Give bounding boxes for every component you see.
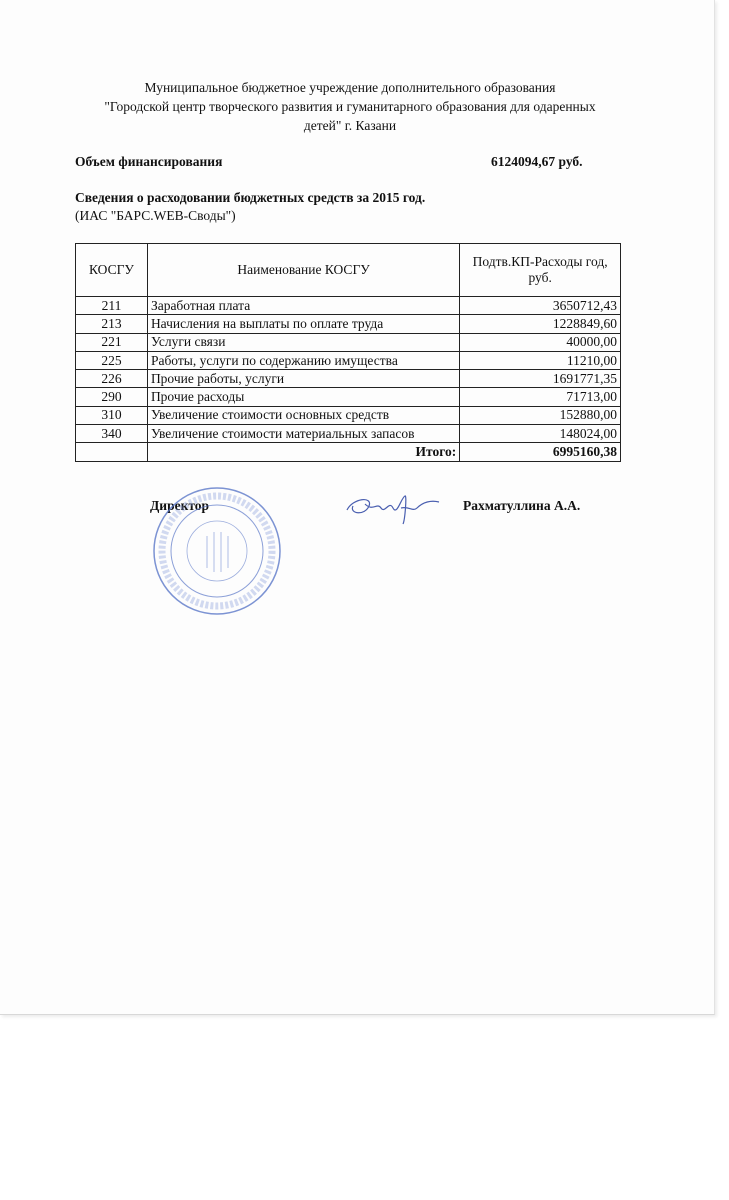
kosgu-name: Услуги связи — [147, 333, 459, 351]
header-line-3: детей" г. Казани — [303, 118, 397, 133]
kosgu-name: Начисления на выплаты по оплате труда — [147, 315, 459, 333]
table-row — [76, 406, 621, 424]
amount: 3650712,43 — [460, 297, 621, 315]
kosgu-code: 211 — [76, 297, 148, 315]
amount: 152880,00 — [460, 406, 621, 424]
kosgu-name: Работы, услуги по содержанию имущества — [147, 351, 459, 369]
amount: 1691771,35 — [460, 370, 621, 388]
signature-role: Директор — [150, 498, 210, 513]
header-amount: Подтв.КП-Расходы год, руб. — [460, 244, 621, 297]
table-row — [76, 315, 621, 333]
table-row — [76, 297, 621, 315]
kosgu-code: 213 — [76, 315, 148, 333]
kosgu-code: 290 — [76, 388, 148, 406]
table-row — [76, 351, 621, 369]
kosgu-code: 225 — [76, 351, 148, 369]
section-source: (ИАС "БАРС.WEB-Своды") — [75, 208, 236, 223]
header-kosgu: КОСГУ — [76, 244, 148, 297]
total-row — [76, 443, 621, 461]
funding-label: Объем финансирования — [75, 154, 223, 169]
kosgu-name: Прочие работы, услуги — [147, 370, 459, 388]
official-stamp — [152, 486, 282, 616]
kosgu-name: Увеличение стоимости материальных запасов — [147, 425, 459, 443]
table-row — [76, 388, 621, 406]
amount: 11210,00 — [460, 351, 621, 369]
section-title: Сведения о расходовании бюджетных средств за 2015 год. — [75, 190, 426, 205]
funding-amount: 6124094,67 руб. — [491, 154, 583, 169]
table-row — [76, 425, 621, 443]
amount: 40000,00 — [460, 333, 621, 351]
kosgu-code: 340 — [76, 425, 148, 443]
kosgu-name: Увеличение стоимости основных средств — [147, 406, 459, 424]
organization-header — [70, 78, 630, 135]
table-row — [76, 370, 621, 388]
header-name: Наименование КОСГУ — [147, 244, 459, 297]
header-line-2: "Городской центр творческого развития и гуманитарного образования для одаренных — [104, 99, 596, 114]
amount: 148024,00 — [460, 425, 621, 443]
kosgu-code: 310 — [76, 406, 148, 424]
kosgu-code: 221 — [76, 333, 148, 351]
empty-cell — [76, 443, 148, 461]
signature-name: Рахматуллина А.А. — [463, 498, 581, 513]
total-label: Итого: — [147, 443, 459, 461]
kosgu-name: Заработная плата — [147, 297, 459, 315]
kosgu-name: Прочие расходы — [147, 388, 459, 406]
handwritten-signature — [343, 490, 443, 526]
total-amount: 6995160,38 — [460, 443, 621, 461]
header-line-1: Муниципальное бюджетное учреждение дополнительного образования — [144, 80, 556, 95]
amount: 71713,00 — [460, 388, 621, 406]
table-row — [76, 333, 621, 351]
expenses-table — [75, 243, 621, 462]
amount: 1228849,60 — [460, 315, 621, 333]
kosgu-code: 226 — [76, 370, 148, 388]
